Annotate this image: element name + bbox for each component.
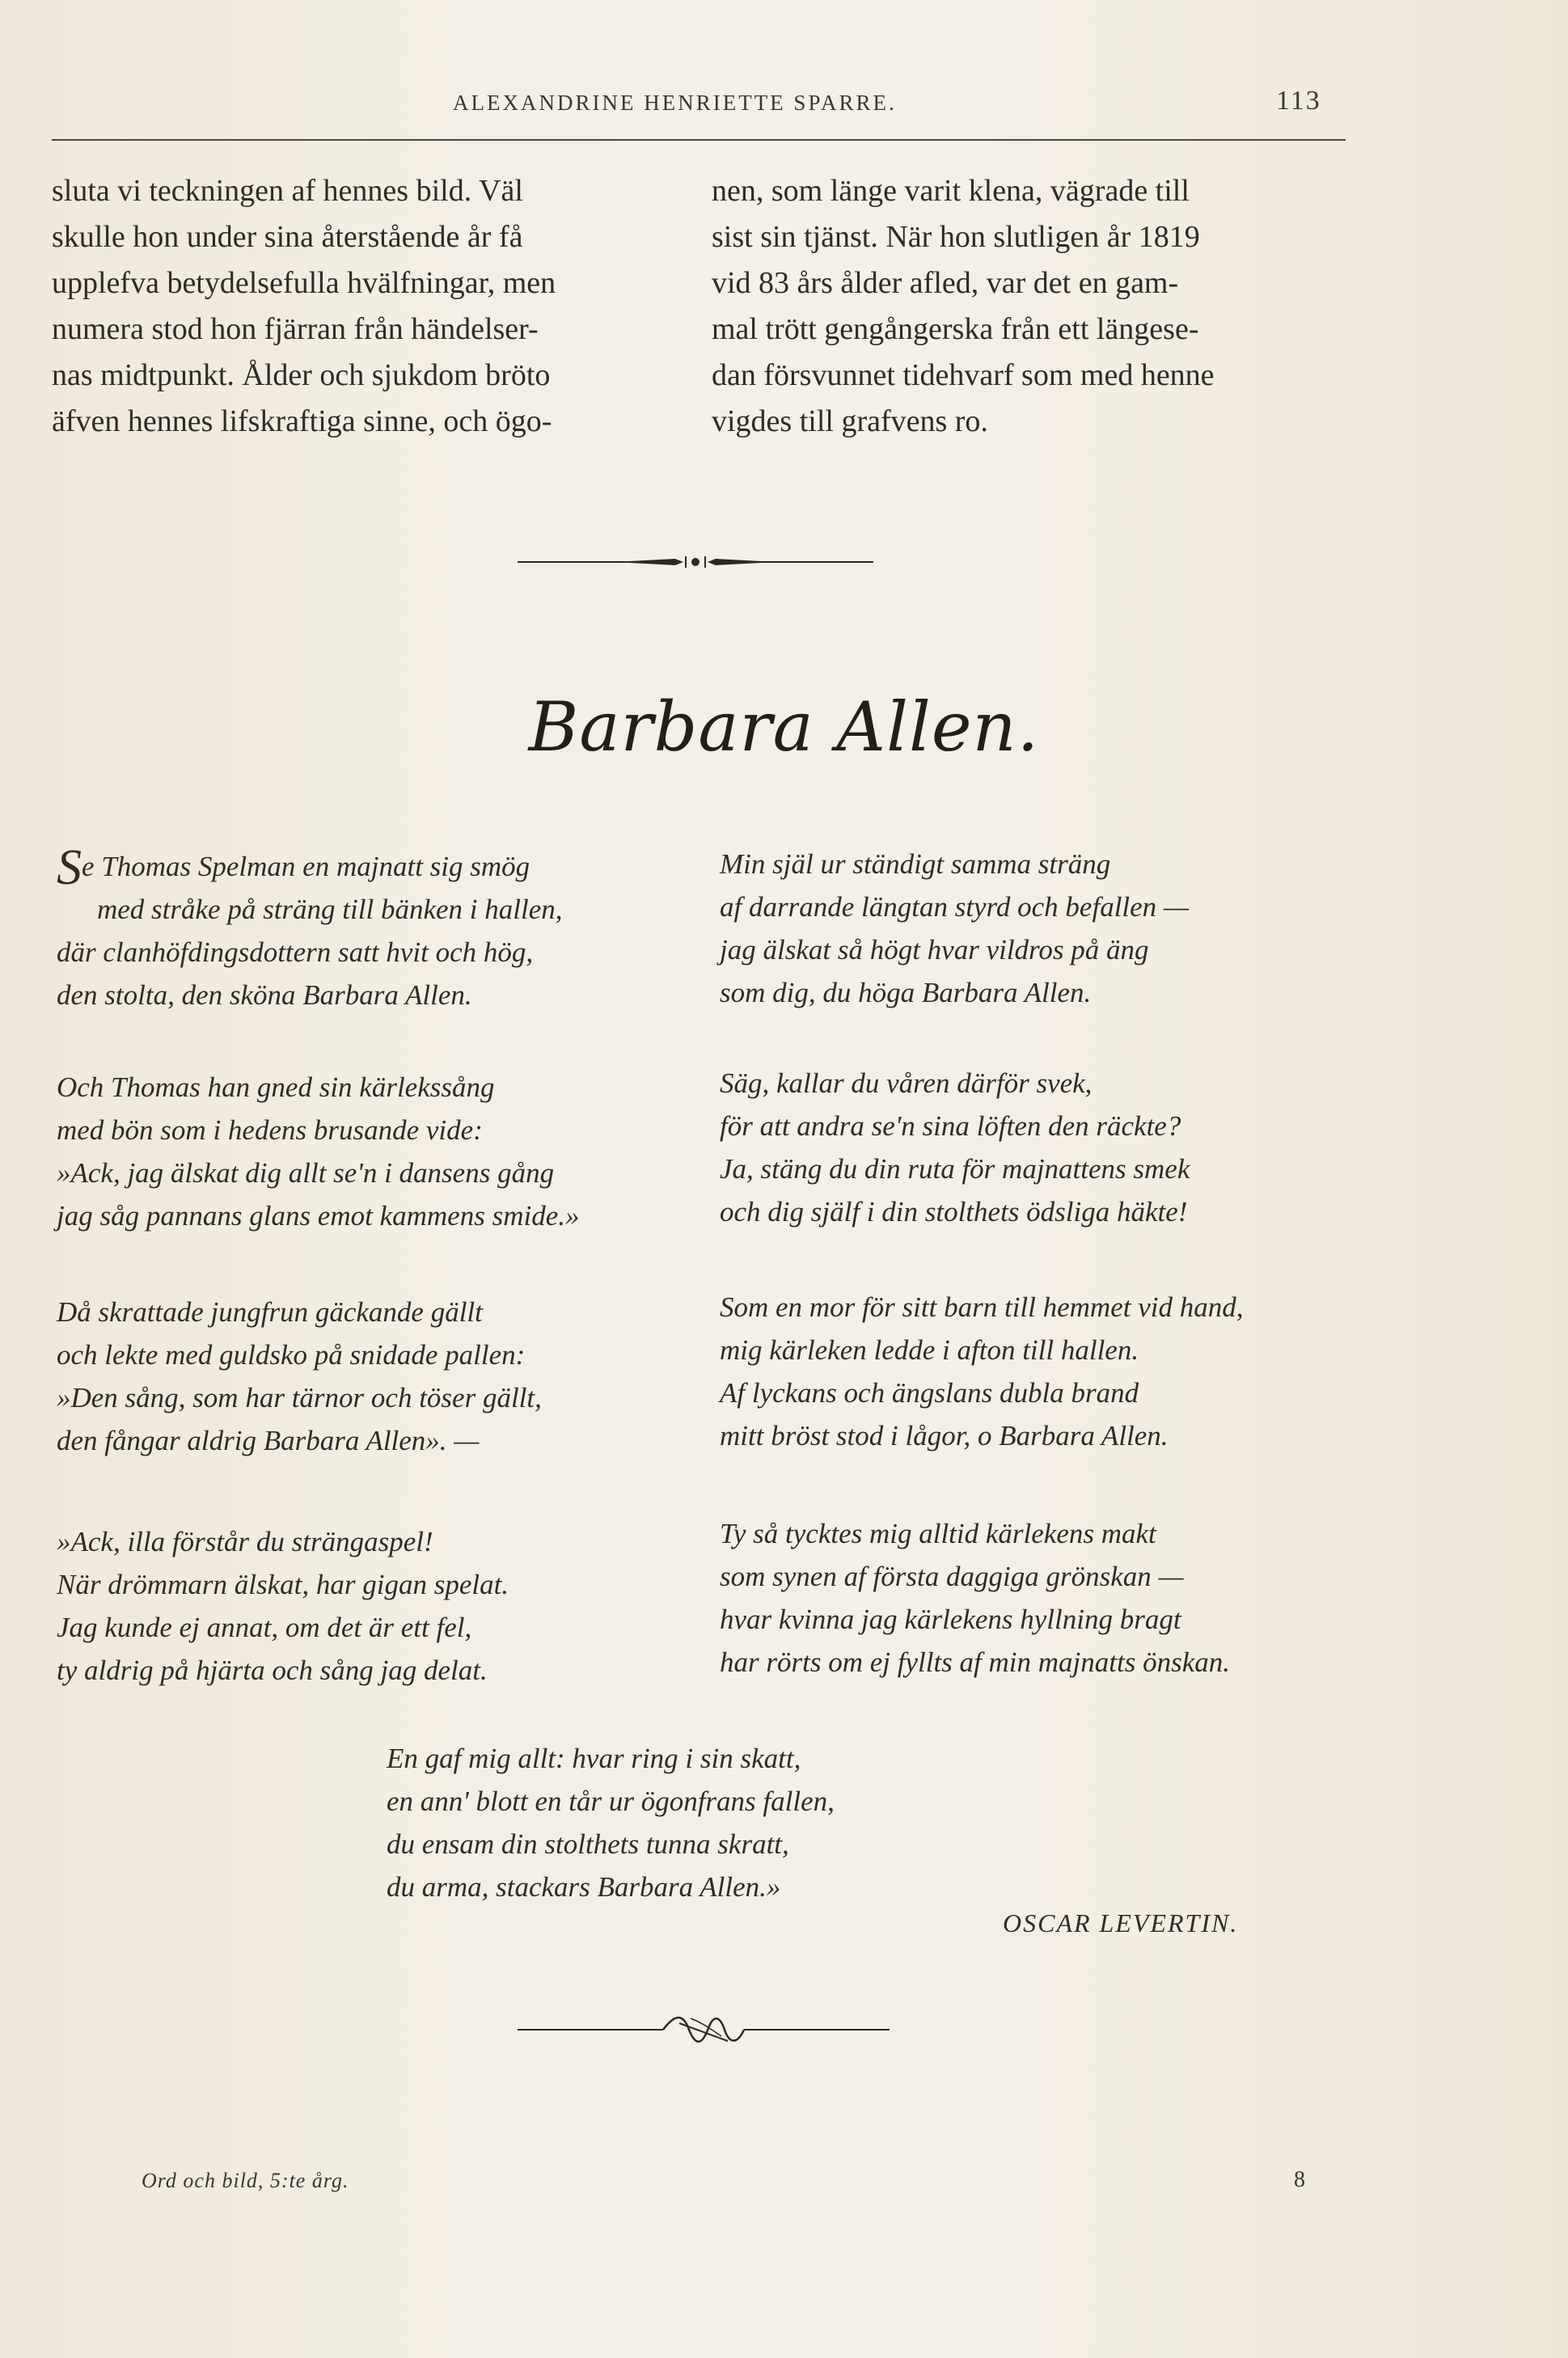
verse-line: den fångar aldrig Barbara Allen». —: [57, 1425, 480, 1456]
signature-mark: 8: [1294, 2167, 1305, 2192]
verse-line: Då skrattade jungfrun gäckande gällt: [57, 1296, 483, 1328]
verse-line: du ensam din stolthets tunna skratt,: [387, 1828, 789, 1860]
verse-line: Ty så tycktes mig alltid kärlekens makt: [720, 1518, 1156, 1549]
prose-line: vid 83 års ålder afled, var det en gam-: [712, 266, 1179, 300]
verse-line: En gaf mig allt: hvar ring i sin skatt,: [387, 1743, 801, 1774]
verse-line: som dig, du höga Barbara Allen.: [720, 977, 1092, 1008]
verse-line: Min själ ur ständigt samma sträng: [720, 848, 1111, 880]
prose-column-right: [712, 168, 1342, 445]
prose-line: skulle hon under sina återstående år få: [52, 220, 523, 254]
journal-footer: Ord och bild, 5:te årg.: [142, 2169, 349, 2192]
verse-line: När drömmarn älskat, har gigan spelat.: [57, 1569, 509, 1600]
author-signature: OSCAR LEVERTIN.: [1003, 1908, 1239, 1938]
verse-line: hvar kvinna jag kärlekens hyllning bragt: [720, 1604, 1181, 1635]
verse-line: af darrande längtan styrd och befallen —: [720, 891, 1190, 923]
verse-line: jag älskat så högt hvar vildros på äng: [720, 934, 1149, 966]
verse-line: med stråke på sträng till bänken i hallen,: [97, 894, 563, 925]
stanza-6: [720, 1062, 1383, 1233]
prose-line: mal trött gengångerska från ett längese-: [712, 312, 1199, 346]
stanza-4: [57, 1520, 720, 1692]
verse-line: »Den sång, som har tärnor och töser gällt,: [57, 1382, 542, 1414]
prose-line: upplefva betydelsefulla hvälfningar, men: [52, 266, 556, 300]
page-number: 113: [1276, 86, 1321, 116]
prose-line: äfven hennes lifskraftiga sinne, och ögo-: [52, 404, 552, 438]
verse-line: och lekte med guldsko på snidade pallen:: [57, 1339, 526, 1371]
verse-line: och dig själf i din stolthets ödsliga häkte!: [720, 1196, 1188, 1228]
header-rule: [52, 139, 1346, 141]
verse-line: du arma, stackars Barbara Allen.»: [387, 1871, 781, 1903]
verse-line: Säg, kallar du våren därför svek,: [720, 1067, 1093, 1099]
verse-line: där clanhöfdingsdottern satt hvit och hög,: [57, 936, 534, 968]
section-divider-ornament-icon: [518, 550, 873, 574]
stanza-7: [720, 1286, 1383, 1457]
stanza-8: [720, 1512, 1383, 1684]
verse-line: Ja, stäng du din ruta för majnattens smek: [720, 1153, 1190, 1185]
drop-cap: S: [57, 840, 82, 895]
verse-line: »Ack, illa förstår du strängaspel!: [57, 1526, 433, 1557]
prose-line: nas midtpunkt. Ålder och sjukdom bröto: [52, 358, 551, 392]
verse-line: mitt bröst stod i lågor, o Barbara Allen.: [720, 1420, 1169, 1452]
prose-line: sluta vi teckningen af hennes bild. Väl: [52, 174, 523, 208]
verse-line: jag såg pannans glans emot kammens smide.»: [57, 1200, 580, 1232]
verse-line: »Ack, jag älskat dig allt se'n i dansens gång: [57, 1157, 555, 1189]
verse-line: med bön som i hedens brusande vide:: [57, 1114, 483, 1146]
stanza-2: [57, 1066, 720, 1237]
verse-line: Som en mor för sitt barn till hemmet vid hand,: [720, 1291, 1244, 1323]
stanza-3: [57, 1291, 720, 1462]
prose-line: numera stod hon fjärran från händelser-: [52, 312, 539, 346]
prose-line: nen, som länge varit klena, vägrade till: [712, 174, 1190, 208]
verse-line: för att andra se'n sina löften den räckte?: [720, 1110, 1181, 1142]
verse-line: e Thomas Spelman en majnatt sig smög: [82, 851, 530, 882]
verse-line: ty aldrig på hjärta och sång jag delat.: [57, 1654, 488, 1686]
verse-line: Och Thomas han gned sin kärlekssång: [57, 1071, 495, 1103]
verse-line: Af lyckans och ängslans dubla brand: [720, 1377, 1139, 1409]
verse-line: den stolta, den sköna Barbara Allen.: [57, 979, 472, 1011]
verse-line: Jag kunde ej annat, om det är ett fel,: [57, 1612, 472, 1643]
running-title: ALEXANDRINE HENRIETTE SPARRE.: [453, 91, 897, 115]
end-flourish-ornament-icon: [518, 2005, 890, 2054]
verse-line: mig kärleken ledde i afton till hallen.: [720, 1334, 1139, 1366]
prose-line: dan försvunnet tidehvarf som med henne: [712, 358, 1215, 392]
verse-line: har rörts om ej fyllts af min majnatts önskan.: [720, 1646, 1230, 1678]
poem-title: Barbara Allen.: [528, 687, 1040, 767]
stanza-9: [387, 1737, 1050, 1908]
stanza-5: [720, 843, 1383, 1014]
verse-line: som synen af första daggiga grönskan —: [720, 1561, 1184, 1592]
prose-column-left: [52, 168, 683, 445]
stanza-1: [57, 840, 720, 1016]
prose-line: sist sin tjänst. När hon slutligen år 1819: [712, 220, 1200, 254]
prose-line: vigdes till grafvens ro.: [712, 404, 988, 438]
verse-line: en ann' blott en tår ur ögonfrans fallen,: [387, 1785, 835, 1817]
